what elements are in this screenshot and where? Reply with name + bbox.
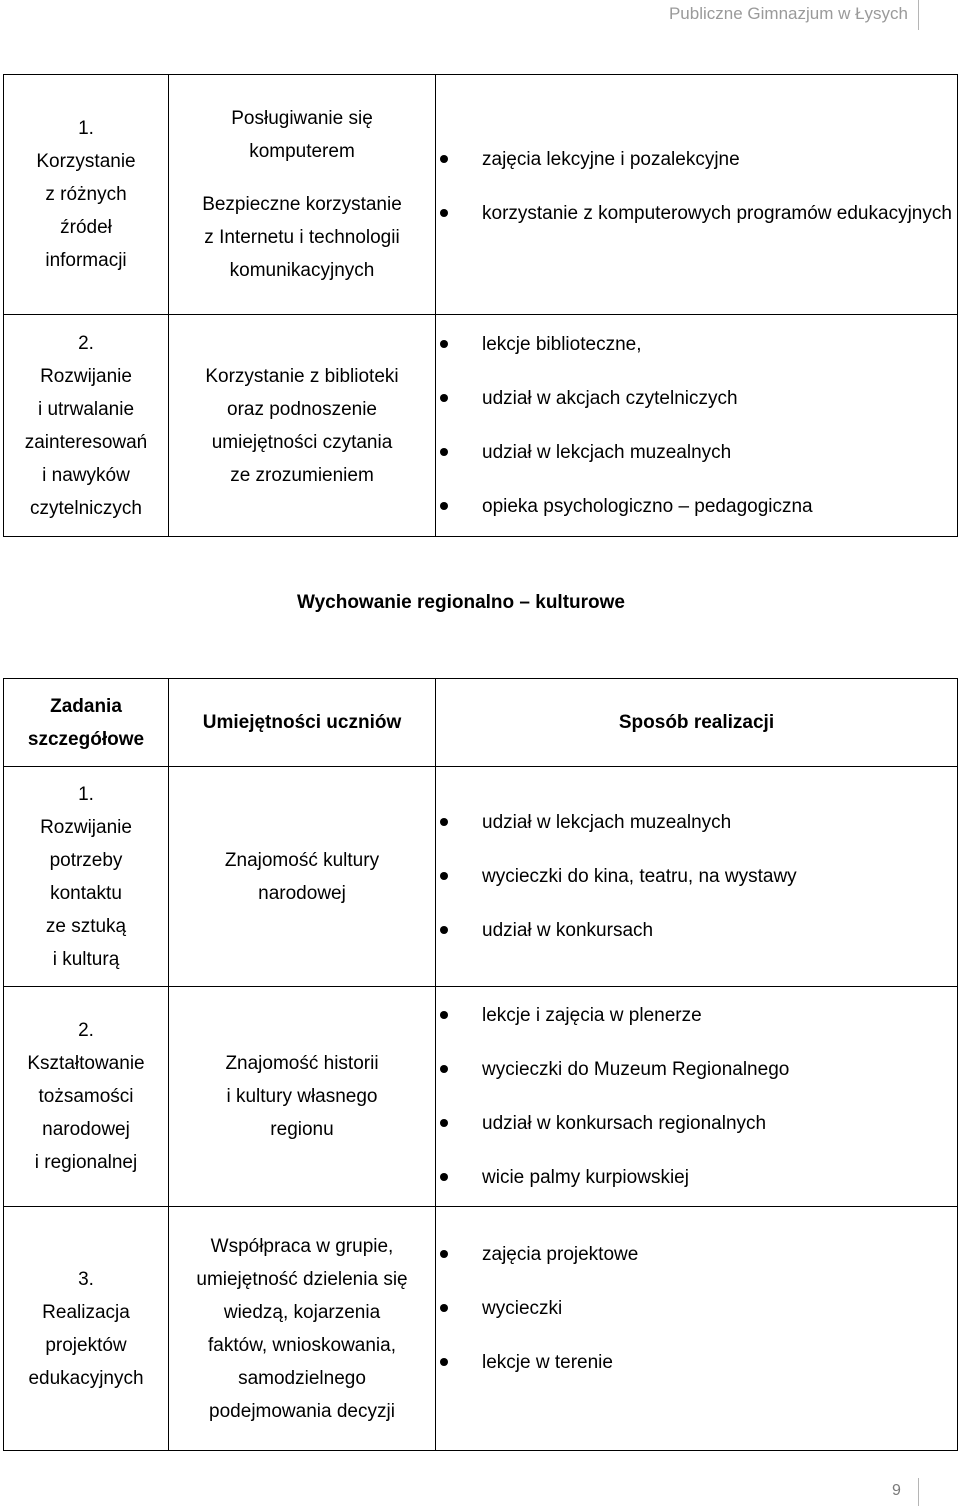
table-row [4,75,958,315]
list-item: udział w lekcjach muzealnych [436,806,957,839]
skills-cell: Znajomość kultury narodowej [169,767,436,987]
list-item: udział w akcjach czytelniczych [436,382,957,415]
column-header-methods: Sposób realizacji [436,679,958,767]
column-header-tasks: Zadania szczegółowe [4,679,169,767]
task-cell: 1. Korzystanie z różnych źródeł informacji [4,75,169,315]
methods-cell [436,1207,958,1451]
skills-cell: Współpraca w grupie, umiejętność dzielenia się wiedzą, kojarzenia faktów, wnioskowania, samodzielnego podejmowania decyzji [169,1207,436,1451]
table-row [4,987,958,1207]
list-item: korzystanie z komputerowych programów edukacyjnych [436,197,957,230]
running-header: Publiczne Gimnazjum w Łysych [668,4,908,23]
list-item: lekcje biblioteczne, [436,328,957,361]
list-item: wycieczki [436,1292,957,1325]
footer-divider [918,1478,919,1506]
task-cell: 1. Rozwijanie potrzeby kontaktu ze sztuką i kulturą [4,767,169,987]
table-row [4,767,958,987]
table-row [4,1207,958,1451]
list-item: lekcje i zajęcia w plenerze [436,999,957,1032]
methods-cell [436,75,958,315]
methods-list [436,806,957,947]
skills-cell: Znajomość historii i kultury własnego regionu [169,987,436,1207]
regional-culture-table [3,678,958,1451]
methods-list [436,143,957,230]
section-title: Wychowanie regionalno – kulturowe [297,592,625,613]
table-row [4,315,958,537]
objectives-table [3,74,958,537]
task-cell: 2. Kształtowanie tożsamości narodowej i regionalnej [4,987,169,1207]
skills-cell: Posługiwanie się komputerem Bezpieczne korzystanie z Internetu i technologii komunikacyjnych [169,75,436,315]
methods-cell [436,767,958,987]
skills-cell: Korzystanie z biblioteki oraz podnoszenie umiejętności czytania ze zrozumieniem [169,315,436,537]
list-item: wycieczki do Muzeum Regionalnego [436,1053,957,1086]
task-cell: 2. Rozwijanie i utrwalanie zainteresowań i nawyków czytelniczych [4,315,169,537]
list-item: zajęcia lekcyjne i pozalekcyjne [436,143,957,176]
methods-list [436,1238,957,1379]
methods-list [436,999,957,1194]
list-item: wycieczki do kina, teatru, na wystawy [436,860,957,893]
methods-cell [436,987,958,1207]
header-divider [918,0,919,30]
list-item: udział w konkursach [436,914,957,947]
list-item: zajęcia projektowe [436,1238,957,1271]
page-number: 9 [892,1482,901,1499]
list-item: udział w lekcjach muzealnych [436,436,957,469]
list-item: lekcje w terenie [436,1346,957,1379]
list-item: wicie palmy kurpiowskiej [436,1161,957,1194]
list-item: udział w konkursach regionalnych [436,1107,957,1140]
list-item: opieka psychologiczno – pedagogiczna [436,490,957,523]
task-cell: 3. Realizacja projektów edukacyjnych [4,1207,169,1451]
table-header-row [4,679,958,767]
methods-list [436,328,957,523]
column-header-skills: Umiejętności uczniów [169,679,436,767]
methods-cell [436,315,958,537]
